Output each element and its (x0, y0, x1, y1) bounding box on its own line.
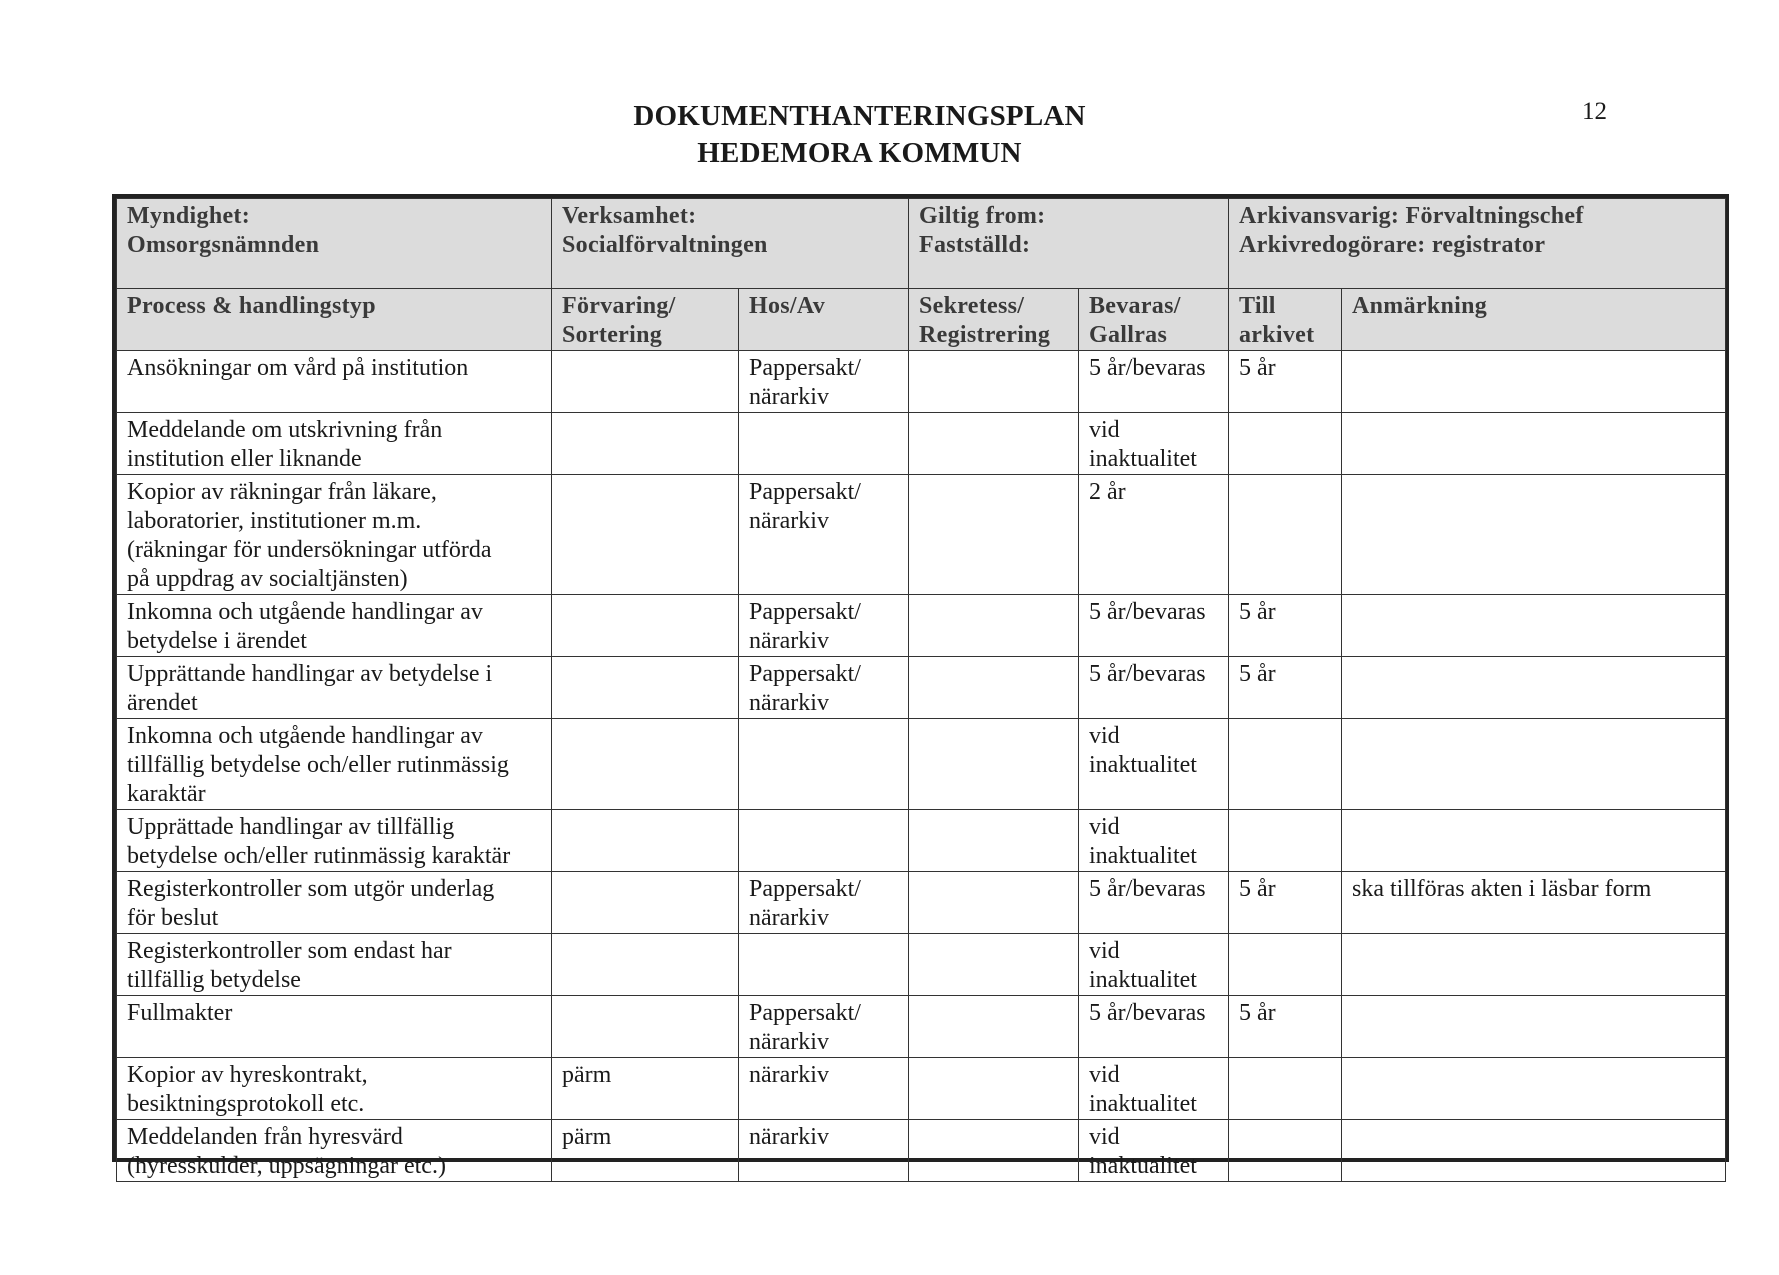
process-line: på uppdrag av socialtjänsten) (127, 566, 408, 592)
verksamhet-value: Socialförvaltningen (562, 232, 768, 258)
till-arkivet-cell (1229, 413, 1342, 475)
process-line: Inkomna och utgående handlingar av (127, 723, 483, 749)
bevaras-line: 5 år/bevaras (1089, 599, 1206, 625)
anmarkning-cell (1342, 872, 1726, 934)
process-line: Kopior av räkningar från läkare, (127, 479, 437, 505)
process-line: Inkomna och utgående handlingar av (127, 599, 483, 625)
till-arkivet-cell (1229, 1058, 1342, 1120)
bevaras-cell (1079, 810, 1229, 872)
sekretess-cell (909, 657, 1079, 719)
process-line: institution eller liknande (127, 446, 362, 472)
sekretess-cell (909, 934, 1079, 996)
anmarkning-cell (1342, 1120, 1726, 1182)
process-cell (117, 475, 552, 595)
title-line-1: DOKUMENTHANTERINGSPLAN (633, 100, 1086, 132)
bevaras-cell (1079, 657, 1229, 719)
bevaras-line: vid (1089, 1124, 1120, 1150)
bevaras-line: vid (1089, 1062, 1120, 1088)
bevaras-cell (1079, 934, 1229, 996)
process-line: betydelse i ärendet (127, 628, 307, 654)
table-row (117, 1058, 1726, 1120)
col-process: Process & handlingstyp (117, 289, 552, 351)
hos-cell (739, 810, 909, 872)
bevaras-line: vid (1089, 417, 1120, 443)
process-cell (117, 413, 552, 475)
process-line: (räkningar för undersökningar utförda (127, 537, 492, 563)
process-line: Registerkontroller som utgör underlag (127, 876, 495, 902)
till-arkivet-cell (1229, 719, 1342, 810)
bevaras-line: vid (1089, 938, 1120, 964)
bevaras-line: 2 år (1089, 479, 1126, 505)
anmarkning-cell (1342, 810, 1726, 872)
anmarkning-cell (1342, 595, 1726, 657)
till-arkivet-cell (1229, 1120, 1342, 1182)
process-line: ärendet (127, 690, 198, 716)
process-line: Kopior av hyreskontrakt, (127, 1062, 368, 1088)
process-cell (117, 1120, 552, 1182)
hos-line: närarkiv (749, 384, 829, 410)
till-arkivet-cell (1229, 996, 1342, 1058)
table-row (117, 351, 1726, 413)
arkiv-cell (1229, 199, 1726, 289)
bevaras-line: inaktualitet (1089, 1091, 1197, 1117)
process-cell (117, 996, 552, 1058)
sekretess-cell (909, 1120, 1079, 1182)
forvaring-text: pärm (562, 1062, 612, 1088)
process-line: Fullmakter (127, 1000, 233, 1026)
hos-line: närarkiv (749, 1062, 829, 1088)
hos-line: Pappersakt/ (749, 661, 861, 687)
hos-line: Pappersakt/ (749, 1000, 861, 1026)
process-line: Upprättande handlingar av betydelse i (127, 661, 493, 687)
title-line-2: HEDEMORA KOMMUN (697, 137, 1022, 169)
anmarkning-cell (1342, 1058, 1726, 1120)
col-forvaring: Förvaring/ Sortering (552, 289, 739, 351)
process-cell (117, 657, 552, 719)
process-line: Upprättade handlingar av tillfällig (127, 814, 455, 840)
hos-cell (739, 1120, 909, 1182)
table-row (117, 996, 1726, 1058)
forvaring-cell (552, 657, 739, 719)
till-arkivet-cell (1229, 872, 1342, 934)
verksamhet-label: Verksamhet: (562, 203, 697, 229)
table-row (117, 719, 1726, 810)
process-line: tillfällig betydelse (127, 967, 301, 993)
faststalld-label: Fastställd: (919, 232, 1031, 258)
bevaras-cell (1079, 595, 1229, 657)
bevaras-cell (1079, 1120, 1229, 1182)
col-sekretess: Sekretess/ Registrering (909, 289, 1079, 351)
forvaring-cell (552, 1120, 739, 1182)
myndighet-label: Myndighet: (127, 203, 250, 229)
col-hos: Hos/Av (739, 289, 909, 351)
process-cell (117, 1058, 552, 1120)
process-line: Meddelanden från hyresvärd (127, 1124, 403, 1150)
col-anmarkning: Anmärkning (1342, 289, 1726, 351)
meta-row (117, 199, 1726, 289)
sekretess-cell (909, 351, 1079, 413)
hos-cell (739, 996, 909, 1058)
sekretess-cell (909, 1058, 1079, 1120)
sekretess-cell (909, 996, 1079, 1058)
table-row (117, 657, 1726, 719)
till-arkivet-text: 5 år (1239, 355, 1276, 381)
sekretess-cell (909, 413, 1079, 475)
sekretess-cell (909, 475, 1079, 595)
process-cell (117, 872, 552, 934)
col-till-arkivet: Till arkivet (1229, 289, 1342, 351)
bevaras-line: inaktualitet (1089, 1153, 1197, 1179)
bevaras-cell (1079, 475, 1229, 595)
hos-line: närarkiv (749, 905, 829, 931)
anmarkning-cell (1342, 719, 1726, 810)
arkivredogorare: Arkivredogörare: registrator (1239, 232, 1546, 258)
bevaras-cell (1079, 413, 1229, 475)
document-plan-table (116, 198, 1726, 1182)
till-arkivet-text: 5 år (1239, 1000, 1276, 1026)
process-line: (hyresskulder, uppsägningar etc.) (127, 1153, 446, 1179)
till-arkivet-cell (1229, 351, 1342, 413)
hos-cell (739, 413, 909, 475)
table-row (117, 1120, 1726, 1182)
giltig-cell (909, 199, 1229, 289)
forvaring-cell (552, 413, 739, 475)
sekretess-cell (909, 719, 1079, 810)
anmarkning-cell (1342, 351, 1726, 413)
process-line: betydelse och/eller rutinmässig karaktär (127, 843, 511, 869)
bevaras-line: 5 år/bevaras (1089, 876, 1206, 902)
table-row (117, 934, 1726, 996)
bevaras-line: vid (1089, 814, 1120, 840)
hos-cell (739, 719, 909, 810)
till-arkivet-cell (1229, 657, 1342, 719)
process-line: Meddelande om utskrivning från (127, 417, 443, 443)
anmarkning-cell (1342, 657, 1726, 719)
bevaras-line: inaktualitet (1089, 967, 1197, 993)
process-cell (117, 934, 552, 996)
anmarkning-cell (1342, 413, 1726, 475)
arkivansvarig: Arkivansvarig: Förvaltningschef (1239, 203, 1584, 229)
hos-line: Pappersakt/ (749, 876, 861, 902)
hos-line: närarkiv (749, 628, 829, 654)
anmarkning-cell (1342, 934, 1726, 996)
hos-cell (739, 657, 909, 719)
anmarkning-cell (1342, 996, 1726, 1058)
process-line: Registerkontroller som endast har (127, 938, 452, 964)
myndighet-value: Omsorgsnämnden (127, 232, 320, 258)
till-arkivet-text: 5 år (1239, 876, 1276, 902)
table-row (117, 810, 1726, 872)
till-arkivet-cell (1229, 810, 1342, 872)
hos-line: närarkiv (749, 1124, 829, 1150)
table-body (117, 351, 1726, 1182)
hos-line: närarkiv (749, 690, 829, 716)
forvaring-cell (552, 719, 739, 810)
bevaras-line: inaktualitet (1089, 843, 1197, 869)
process-cell (117, 810, 552, 872)
myndighet-cell (117, 199, 552, 289)
bevaras-cell (1079, 872, 1229, 934)
till-arkivet-cell (1229, 934, 1342, 996)
forvaring-cell (552, 351, 739, 413)
process-line: karaktär (127, 781, 206, 807)
bevaras-line: 5 år/bevaras (1089, 355, 1206, 381)
anmarkning-text: ska tillföras akten i läsbar form (1352, 876, 1652, 902)
giltig-label: Giltig from: (919, 203, 1046, 229)
bevaras-line: inaktualitet (1089, 752, 1197, 778)
hos-cell (739, 934, 909, 996)
process-line: laboratorier, institutioner m.m. (127, 508, 422, 534)
process-line: Ansökningar om vård på institution (127, 355, 469, 381)
bevaras-cell (1079, 351, 1229, 413)
process-line: besiktningsprotokoll etc. (127, 1091, 365, 1117)
forvaring-cell (552, 595, 739, 657)
page-number: 12 (1582, 98, 1607, 125)
hos-line: närarkiv (749, 1029, 829, 1055)
forvaring-cell (552, 872, 739, 934)
hos-line: Pappersakt/ (749, 479, 861, 505)
till-arkivet-cell (1229, 595, 1342, 657)
till-arkivet-text: 5 år (1239, 599, 1276, 625)
hos-cell (739, 351, 909, 413)
anmarkning-cell (1342, 475, 1726, 595)
sekretess-cell (909, 810, 1079, 872)
column-header-row (117, 289, 1726, 351)
bevaras-cell (1079, 1058, 1229, 1120)
forvaring-text: pärm (562, 1124, 612, 1150)
bevaras-line: vid (1089, 723, 1120, 749)
process-cell (117, 595, 552, 657)
verksamhet-cell (552, 199, 909, 289)
forvaring-cell (552, 934, 739, 996)
sekretess-cell (909, 595, 1079, 657)
hos-cell (739, 872, 909, 934)
hos-line: närarkiv (749, 508, 829, 534)
till-arkivet-cell (1229, 475, 1342, 595)
hos-cell (739, 1058, 909, 1120)
table-row (117, 413, 1726, 475)
sekretess-cell (909, 872, 1079, 934)
process-line: tillfällig betydelse och/eller rutinmässig (127, 752, 509, 778)
bevaras-cell (1079, 719, 1229, 810)
till-arkivet-text: 5 år (1239, 661, 1276, 687)
table-row (117, 475, 1726, 595)
hos-cell (739, 475, 909, 595)
process-line: för beslut (127, 905, 219, 931)
bevaras-cell (1079, 996, 1229, 1058)
hos-cell (739, 595, 909, 657)
hos-line: Pappersakt/ (749, 599, 861, 625)
forvaring-cell (552, 475, 739, 595)
forvaring-cell (552, 996, 739, 1058)
process-cell (117, 351, 552, 413)
document-title (0, 98, 1779, 172)
forvaring-cell (552, 810, 739, 872)
table-row (117, 872, 1726, 934)
table-row (117, 595, 1726, 657)
process-cell (117, 719, 552, 810)
bevaras-line: 5 år/bevaras (1089, 661, 1206, 687)
hos-line: Pappersakt/ (749, 355, 861, 381)
forvaring-cell (552, 1058, 739, 1120)
col-bevaras: Bevaras/ Gallras (1079, 289, 1229, 351)
bevaras-line: inaktualitet (1089, 446, 1197, 472)
bevaras-line: 5 år/bevaras (1089, 1000, 1206, 1026)
